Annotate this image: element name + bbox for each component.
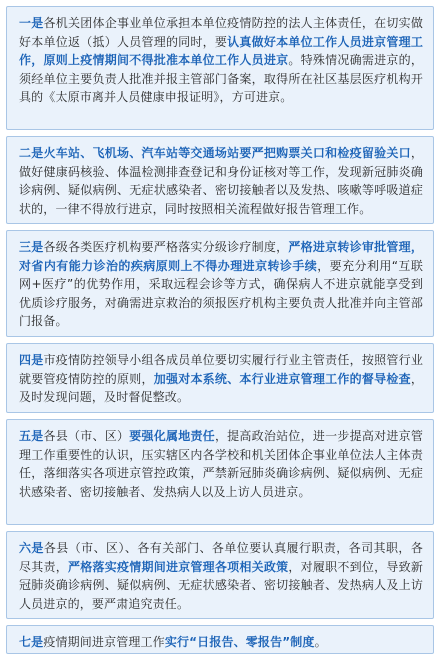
paragraph-2-seg-1: 火车站、飞机场、汽车站等交通场站要严把购票关口和检疫留验关口 <box>43 146 411 160</box>
paragraph-1-seg-1: 各机关团体企事业单位承担本单位疫情防控的法人主体责任，在切实做好本单位返（抵）人员管理的同时，要 <box>19 16 423 49</box>
paragraph-1-seg-0: 一是 <box>19 16 44 30</box>
paragraph-1-seg-3: 。特殊情况确需进京的，须经单位主要负责人批准并报主管部门备案，取得所在社区基层医疗机构开具的《太原市离并人员健康申报证明》，方可进京。 <box>19 53 423 104</box>
paragraph-card-4 <box>6 343 434 413</box>
paragraph-card-6 <box>6 531 434 619</box>
paragraph-card-3 <box>6 230 434 337</box>
paragraph-2-seg-0: 二是 <box>19 146 44 160</box>
paragraph-card-5 <box>6 419 434 525</box>
paragraph-6-seg-3: ，对履职不到位，导致新冠肺炎确诊病例、疑似病例、无症状感染者、密切接触者、发热病人及上访人员进京的，要严肃追究责任。 <box>19 559 424 611</box>
paragraph-4-seg-3: ，及时发现问题，及时督促整改。 <box>19 371 424 404</box>
paragraph-6-seg-2: 严格落实疫情期间进京管理各项相关政策 <box>67 559 289 574</box>
paragraph-7-seg-2: 实行“日报告、零报告”制度 <box>164 635 315 649</box>
paragraph-7-seg-0: 七是 <box>19 635 44 649</box>
paragraph-5-seg-0: 五是 <box>19 429 44 443</box>
paragraph-6-seg-0: 六是 <box>19 541 44 555</box>
paragraph-4-seg-2: 加强对本系统、本行业进京管理工作的督导检查 <box>153 371 411 386</box>
paragraph-7-seg-1: 疫情期间进京管理工作 <box>43 635 165 649</box>
paragraph-7-seg-3: 。 <box>314 635 327 649</box>
paragraph-card-2 <box>6 136 434 224</box>
paragraph-3-seg-3: ，要充分利用“互联网+医疗”的优势作用，采取远程会诊等方式，确保病人不进京就能享受到优质诊疗服务，对确需进京救治的须报医疗机构主要负责人批准并向主管部门报备。 <box>19 258 423 328</box>
paragraph-3-seg-2: 严格进京转诊审批管理，对省内有能力诊治的疾病原则上不得办理进京转诊手续 <box>19 240 423 273</box>
paragraph-4-seg-1: 市疫情防控领导小组各成员单位要切实履行行业主管责任，按照管行业就要管疫情防控的原则， <box>19 353 423 386</box>
paragraph-4-seg-0: 四是 <box>19 353 44 367</box>
paragraph-card-1 <box>6 6 434 130</box>
paragraph-1-seg-2: 认真做好本单位工作人员进京管理工作，原则上疫情期间不得批准本单位工作人员进京 <box>19 34 423 67</box>
paragraph-5-seg-2: 要强化属地责任 <box>129 429 215 443</box>
paragraph-2-seg-2: ，做好健康码核验、体温检测排查登记和身份证核对等工作，发现新冠肺炎确诊病例、疑似病例、无症状感染者、密切接触者以及发热、咳嗽等呼吸道症状的，一律不得放行进京，同时按照相关流程做好报告管理工作。 <box>19 146 423 216</box>
paragraph-3-seg-0: 三是 <box>19 240 44 254</box>
paragraph-5-seg-1: 各县（市、区） <box>43 429 130 443</box>
paragraph-card-7 <box>6 625 434 654</box>
paragraph-6-seg-1: 各县（市、区）、各有关部门、各单位要认真履行职责，各司其职，各尽其责， <box>19 541 423 574</box>
paragraph-5-seg-3: ，提高政治站位，进一步提高对进京管理工作重要性的认识，压实辖区内各学校和机关团体企事业单位法人主体责任，落细落实各项进京管控政策，严禁新冠肺炎确诊病例、疑似病例、无症状感染者、密切接触者、发热病人以及上访人员进京。 <box>19 429 423 499</box>
paragraph-3-seg-1: 各级各类医疗机构要严格落实分级诊疗制度， <box>43 240 289 254</box>
